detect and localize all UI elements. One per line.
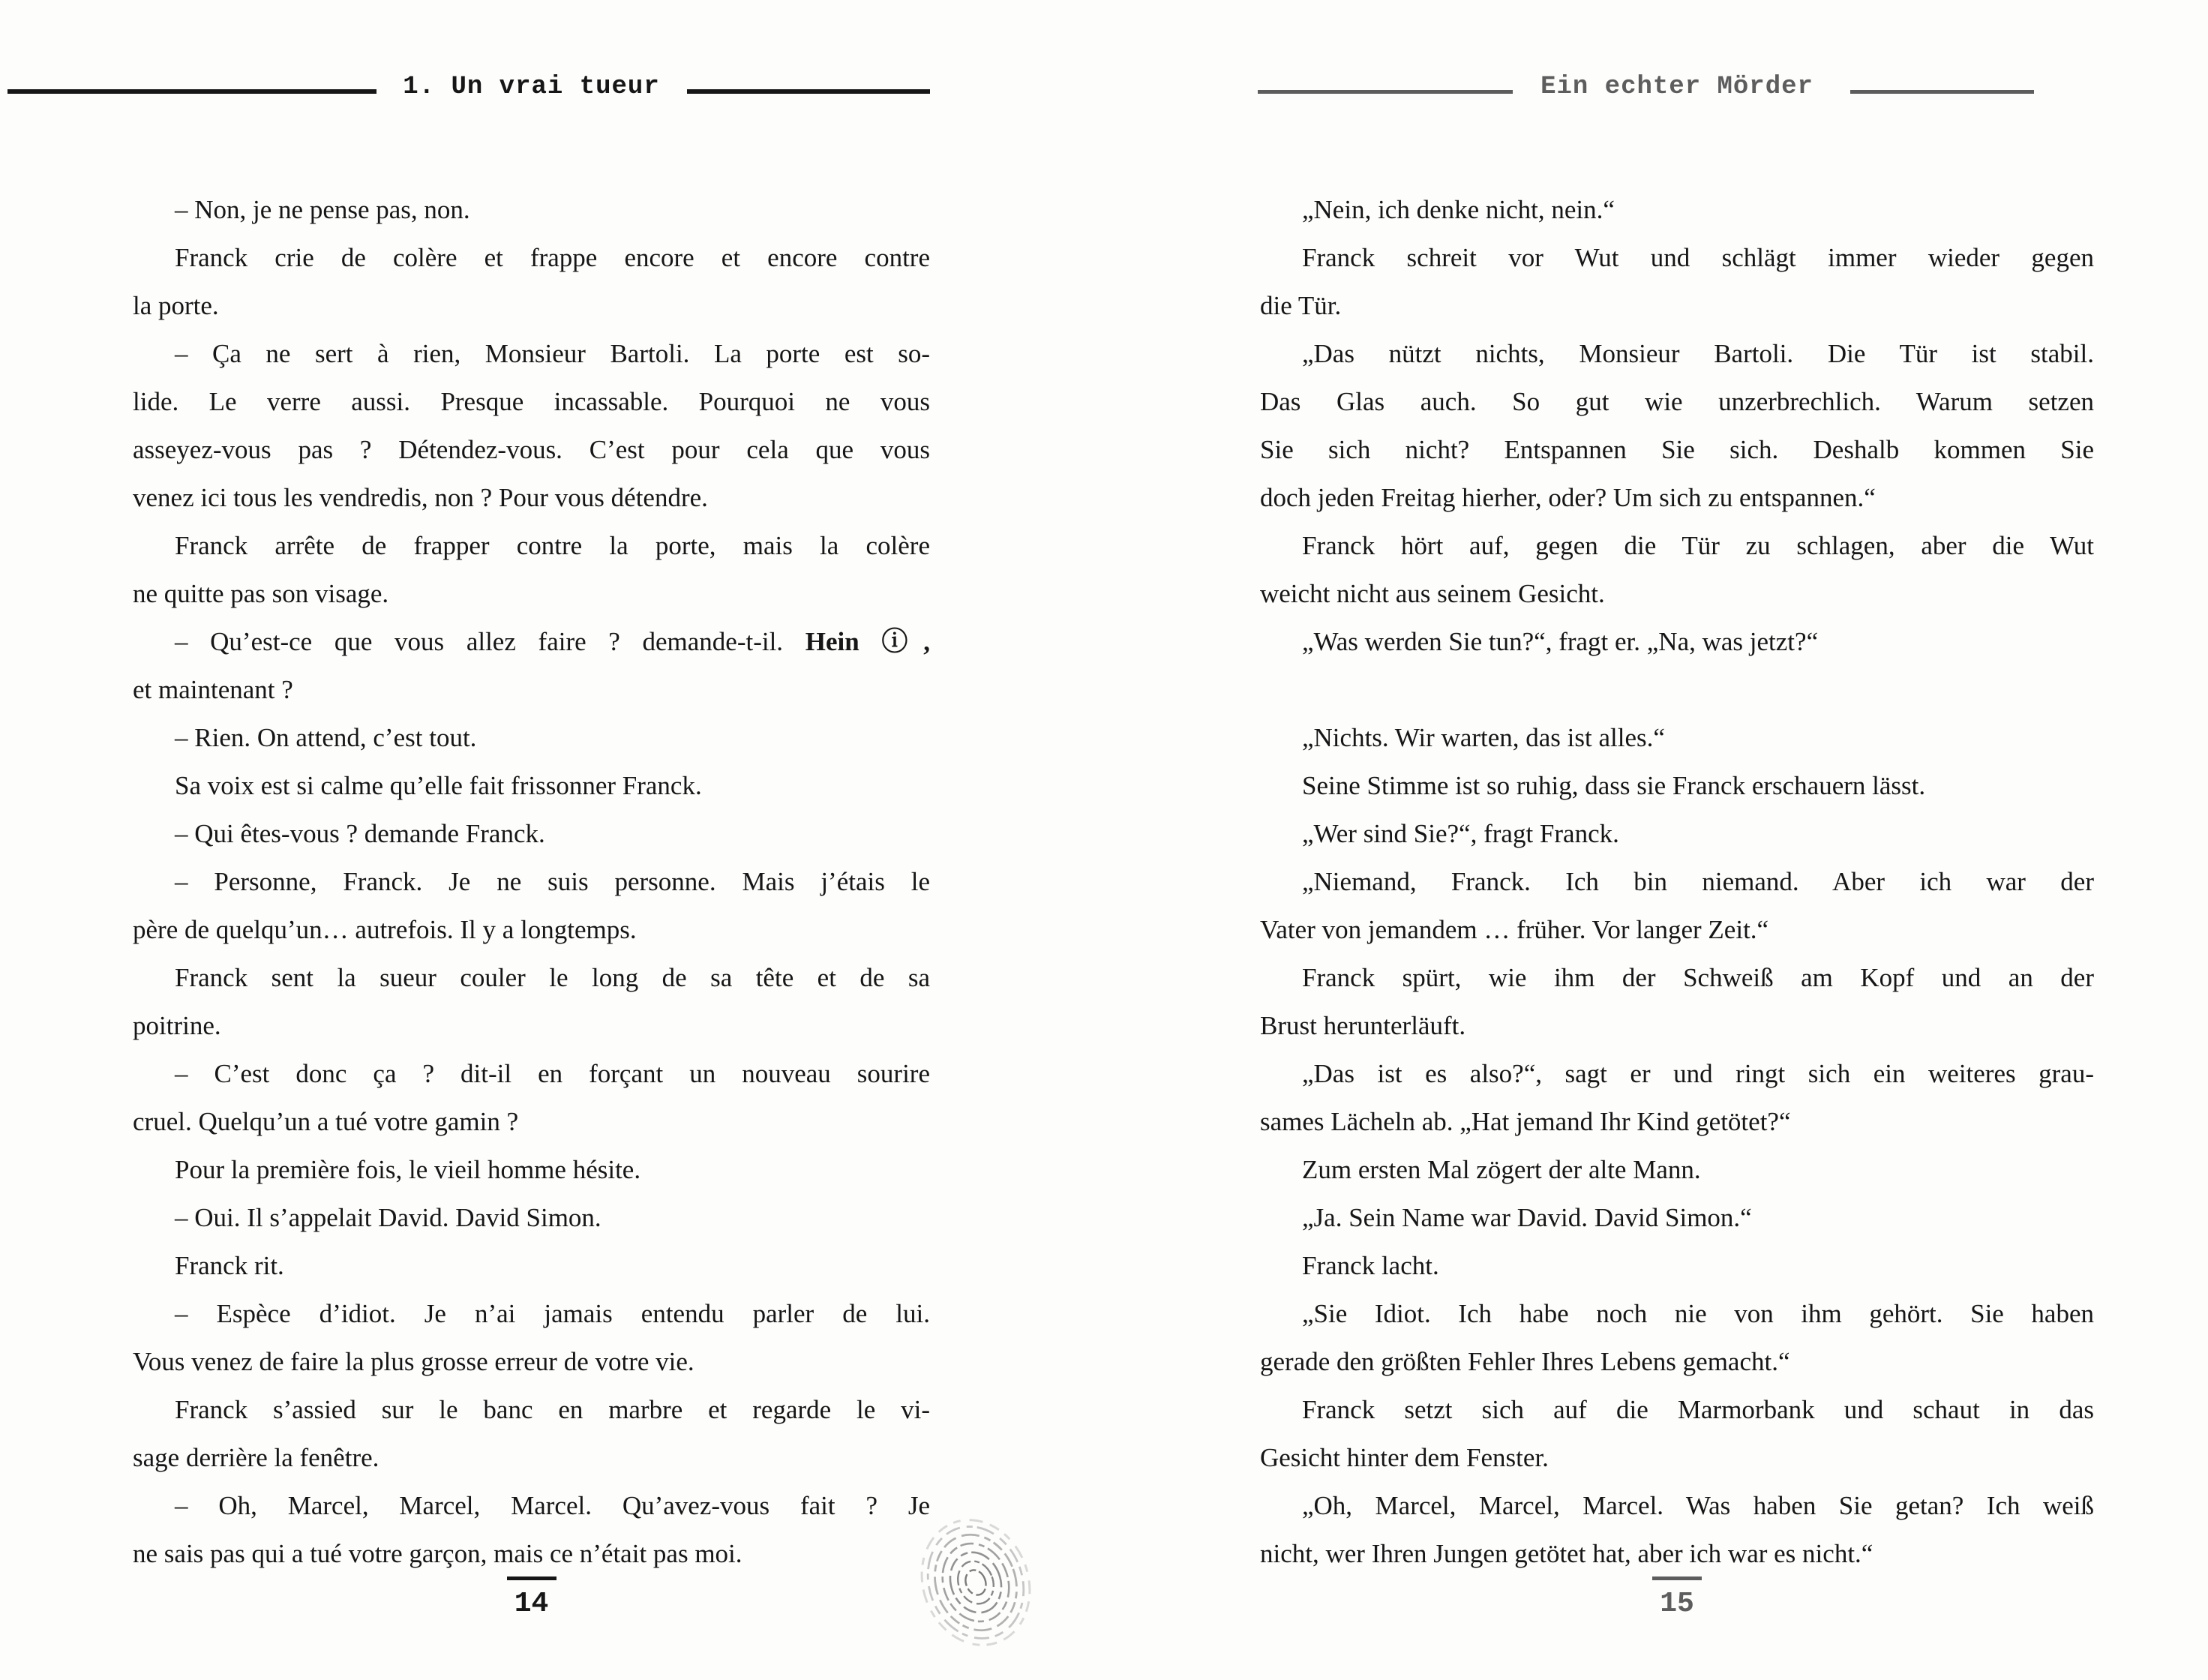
text-line: cruel. Quelqu’un a tué votre gamin ?	[133, 1107, 519, 1136]
page-number-right: 15	[1660, 1588, 1694, 1620]
text-line: weicht nicht aus seinem Gesicht.	[1260, 579, 1605, 608]
text-line: Franck setzt sich auf die Marmorbank und schaut in das	[1302, 1395, 2094, 1424]
text-line: Franck hört auf, gegen die Tür zu schlagen, aber die Wut	[1302, 531, 2094, 560]
text-line: – Oh, Marcel, Marcel, Marcel. Qu’avez-vous fait ? Je	[175, 1491, 930, 1520]
text-line: Franck crie de colère et frappe encore et encore contre	[175, 243, 930, 272]
page-footer-right	[1260, 1576, 2094, 1619]
text-line: nicht, wer Ihren Jungen getötet hat, aber ich war es nicht.“	[1260, 1539, 1874, 1568]
footer-rule-right	[1652, 1576, 1702, 1580]
text-line: Franck lacht.	[1302, 1251, 1439, 1280]
text-line: – C’est donc ça ? dit-il en forçant un nouveau sourire	[175, 1059, 930, 1088]
chapter-title-french: 1. Un vrai tueur	[403, 73, 660, 101]
text-line: et maintenant ?	[133, 675, 293, 704]
text-line: – Rien. On attend, c’est tout.	[175, 723, 477, 752]
french-text-column	[133, 186, 930, 1578]
text-line: asseyez-vous pas ? Détendez-vous. C’est pour cela que vous	[133, 435, 930, 464]
text-line: – Espèce d’idiot. Je n’ai jamais entendu parler de lui.	[175, 1299, 930, 1328]
text-line: Vous venez de faire la plus grosse erreur de votre vie.	[133, 1347, 694, 1376]
text-line: „Wer sind Sie?“, fragt Franck.	[1302, 819, 1619, 848]
text-line: ne sais pas qui a tué votre garçon, mais ce n’était pas moi.	[133, 1539, 742, 1568]
text-line: „Ja. Sein Name war David. David Simon.“	[1302, 1203, 1752, 1232]
text-line: Seine Stimme ist so ruhig, dass sie Franck erschauern lässt.	[1302, 771, 1926, 800]
text-line: père de quelqu’un… autrefois. Il y a longtemps.	[133, 915, 637, 944]
text-line: Gesicht hinter dem Fenster.	[1260, 1443, 1549, 1472]
text-line: Franck s’assied sur le banc en marbre et regarde le vi-	[175, 1395, 930, 1424]
text-line: Sie sich nicht? Entspannen Sie sich. Deshalb kommen Sie	[1260, 435, 2094, 464]
page-number-left: 14	[514, 1588, 549, 1620]
text-line: „Sie Idiot. Ich habe noch nie von ihm gehört. Sie haben	[1302, 1299, 2094, 1328]
text-line: Franck arrête de frapper contre la porte, mais la colère	[175, 531, 930, 560]
text-line: gerade den größten Fehler Ihres Lebens gemacht.“	[1260, 1347, 1790, 1376]
text-line: Zum ersten Mal zögert der alte Mann.	[1302, 1155, 1701, 1184]
text-line: „Was werden Sie tun?“, fragt er. „Na, was jetzt?“	[1302, 627, 1819, 656]
german-text-column	[1260, 186, 2094, 1578]
header-rule-left-inner	[687, 89, 930, 94]
text-line: sames Lächeln ab. „Hat jemand Ihr Kind getötet?“	[1260, 1107, 1791, 1136]
text-line: Franck schreit vor Wut und schlägt immer wieder gegen	[1302, 243, 2094, 272]
text-line: „Nein, ich denke nicht, nein.“	[1302, 195, 1615, 224]
text-line: Das Glas auch. So gut wie unzerbrechlich. Warum setzen	[1260, 387, 2094, 416]
text-line: – Non, je ne pense pas, non.	[175, 195, 470, 224]
text-line: Vater von jemandem … früher. Vor langer Zeit.“	[1260, 915, 1769, 944]
text-line: sage derrière la fenêtre.	[133, 1443, 380, 1472]
text-line: – Ça ne sert à rien, Monsieur Bartoli. La porte est so-	[175, 339, 930, 368]
text-line: Franck rit.	[175, 1251, 284, 1280]
header-rule-right-outer	[1850, 90, 2034, 94]
bold-vocab-phrase: Hein ⓘ,	[805, 627, 930, 656]
text-line: „Nichts. Wir warten, das ist alles.“	[1302, 723, 1665, 752]
text-line: die Tür.	[1260, 291, 1342, 320]
text-line: Franck spürt, wie ihm der Schweiß am Kopf und an der	[1302, 963, 2094, 992]
chapter-title-german: Ein echter Mörder	[1540, 73, 1814, 101]
text-line: doch jeden Freitag hierher, oder? Um sich zu entspannen.“	[1260, 483, 1876, 512]
text-line: poitrine.	[133, 1011, 221, 1040]
text-line: – Personne, Franck. Je ne suis personne. Mais j’étais le	[175, 867, 930, 896]
footer-rule-left	[507, 1576, 556, 1580]
text-line: „Niemand, Franck. Ich bin niemand. Aber ich war der	[1302, 867, 2094, 896]
text-line: „Das ist es also?“, sagt er und ringt sich ein weiteres grau-	[1302, 1059, 2094, 1088]
text-line: – Qu’est-ce que vous allez faire ? demande-t-il. Hein ⓘ,	[175, 627, 930, 656]
text-line: „Oh, Marcel, Marcel, Marcel. Was haben Sie getan? Ich weiß	[1302, 1491, 2094, 1520]
text-line: venez ici tous les vendredis, non ? Pour vous détendre.	[133, 483, 708, 512]
fingerprint-icon	[896, 1518, 1055, 1647]
text-line: lide. Le verre aussi. Presque incassable. Pourquoi ne vous	[133, 387, 930, 416]
text-line: Pour la première fois, le vieil homme hésite.	[175, 1155, 641, 1184]
blank-line	[1260, 666, 2094, 714]
text-line: – Qui êtes-vous ? demande Franck.	[175, 819, 545, 848]
text-line: ne quitte pas son visage.	[133, 579, 389, 608]
text-line: „Das nützt nichts, Monsieur Bartoli. Die Tür ist stabil.	[1302, 339, 2094, 368]
text-line: Brust herunterläuft.	[1260, 1011, 1466, 1040]
text-line: – Oui. Il s’appelait David. David Simon.	[175, 1203, 602, 1232]
text-line: Franck sent la sueur couler le long de sa tête et de sa	[175, 963, 930, 992]
text-line: la porte.	[133, 291, 219, 320]
page-footer-left	[133, 1576, 930, 1619]
text-line: Sa voix est si calme qu’elle fait frissonner Franck.	[175, 771, 702, 800]
